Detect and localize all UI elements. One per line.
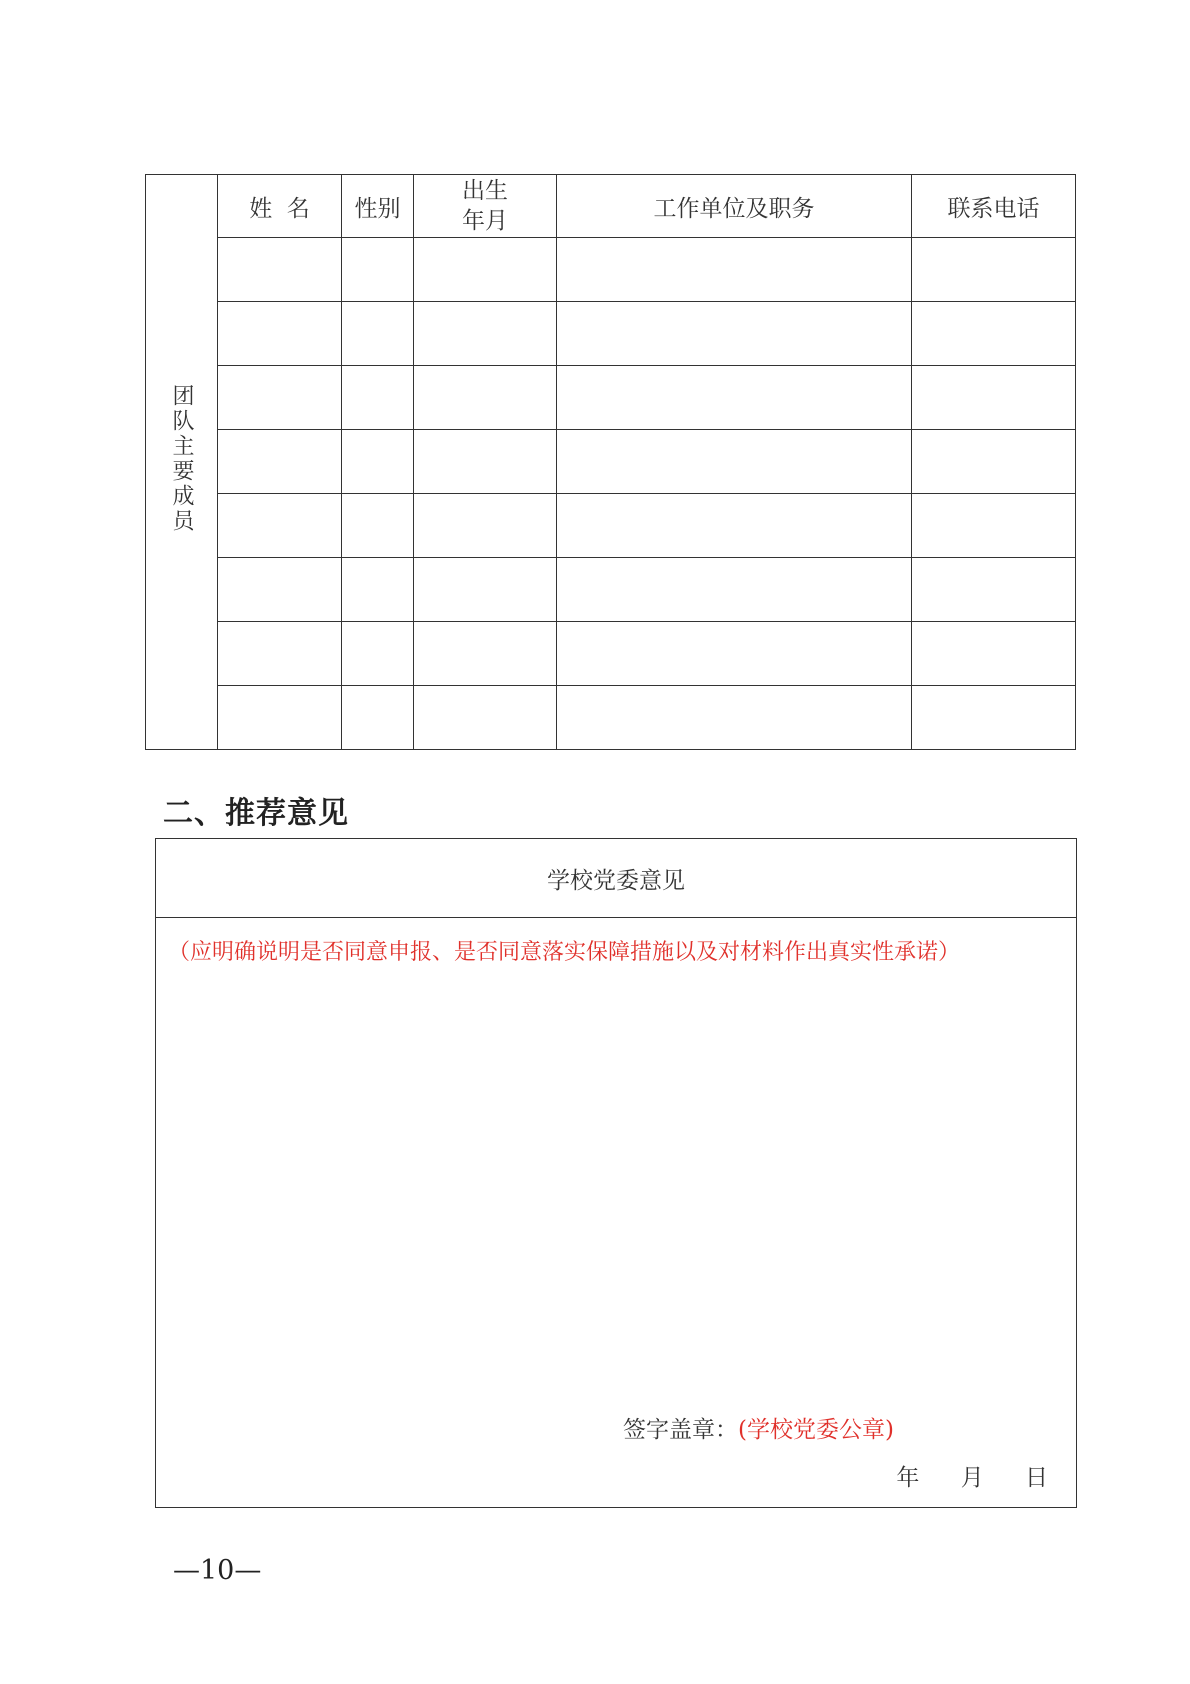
- gender-cell[interactable]: [342, 302, 414, 366]
- header-birth-line1: 出生: [462, 178, 508, 204]
- name-cell[interactable]: [218, 686, 342, 750]
- phone-cell[interactable]: [912, 430, 1076, 494]
- workplace-cell[interactable]: [557, 622, 912, 686]
- date-month: 月: [960, 1465, 984, 1491]
- header-workplace: 工作单位及职务: [557, 175, 912, 238]
- party-committee-opinion-box: [155, 838, 1077, 1508]
- name-cell[interactable]: [218, 238, 342, 302]
- phone-cell[interactable]: [912, 558, 1076, 622]
- workplace-cell[interactable]: [557, 430, 912, 494]
- phone-cell[interactable]: [912, 686, 1076, 750]
- workplace-cell[interactable]: [557, 494, 912, 558]
- gender-cell[interactable]: [342, 430, 414, 494]
- signature-row: [623, 1411, 894, 1444]
- table-row: [146, 366, 1076, 430]
- header-phone: 联系电话: [912, 175, 1076, 238]
- page-number: —10—: [173, 1555, 262, 1586]
- team-members-label: 团队主要成员: [169, 384, 194, 534]
- birth-cell[interactable]: [414, 622, 557, 686]
- gender-cell[interactable]: [342, 622, 414, 686]
- header-gender: 性别: [342, 175, 414, 238]
- birth-cell[interactable]: [414, 302, 557, 366]
- table-row: [146, 494, 1076, 558]
- section-title-recommendation: 二、推荐意见: [163, 796, 349, 831]
- workplace-cell[interactable]: [557, 238, 912, 302]
- birth-cell[interactable]: [414, 366, 557, 430]
- header-birth-line2: 年月: [462, 208, 508, 234]
- phone-cell[interactable]: [912, 622, 1076, 686]
- birth-cell[interactable]: [414, 238, 557, 302]
- seal-note: (学校党委公章): [738, 1417, 894, 1443]
- signature-label: 签字盖章：: [623, 1417, 738, 1443]
- phone-cell[interactable]: [912, 302, 1076, 366]
- opinion-instruction: （应明确说明是否同意申报、是否同意落实保障措施以及对材料作出真实性承诺）: [168, 940, 961, 965]
- birth-cell[interactable]: [414, 558, 557, 622]
- name-cell[interactable]: [218, 622, 342, 686]
- name-cell[interactable]: [218, 558, 342, 622]
- header-name: 姓 名: [218, 175, 342, 238]
- table-row: [146, 302, 1076, 366]
- workplace-cell[interactable]: [557, 686, 912, 750]
- phone-cell[interactable]: [912, 494, 1076, 558]
- team-members-table: [145, 174, 1076, 750]
- header-birth: [414, 175, 557, 238]
- date-row: [862, 1459, 1048, 1492]
- date-year: 年: [896, 1465, 920, 1491]
- name-cell[interactable]: [218, 430, 342, 494]
- workplace-cell[interactable]: [557, 366, 912, 430]
- phone-cell[interactable]: [912, 366, 1076, 430]
- table-header-row: [146, 175, 1076, 238]
- birth-cell[interactable]: [414, 430, 557, 494]
- gender-cell[interactable]: [342, 238, 414, 302]
- name-cell[interactable]: [218, 366, 342, 430]
- workplace-cell[interactable]: [557, 558, 912, 622]
- name-cell[interactable]: [218, 302, 342, 366]
- table-row: [146, 686, 1076, 750]
- gender-cell[interactable]: [342, 366, 414, 430]
- workplace-cell[interactable]: [557, 302, 912, 366]
- table-row: [146, 430, 1076, 494]
- birth-cell[interactable]: [414, 494, 557, 558]
- opinion-header: 学校党委意见: [156, 839, 1076, 918]
- table-row: [146, 238, 1076, 302]
- phone-cell[interactable]: [912, 238, 1076, 302]
- gender-cell[interactable]: [342, 558, 414, 622]
- team-members-label-cell: [146, 175, 218, 750]
- gender-cell[interactable]: [342, 686, 414, 750]
- date-day: 日: [1025, 1465, 1048, 1491]
- birth-cell[interactable]: [414, 686, 557, 750]
- table-row: [146, 622, 1076, 686]
- table-row: [146, 558, 1076, 622]
- name-cell[interactable]: [218, 494, 342, 558]
- gender-cell[interactable]: [342, 494, 414, 558]
